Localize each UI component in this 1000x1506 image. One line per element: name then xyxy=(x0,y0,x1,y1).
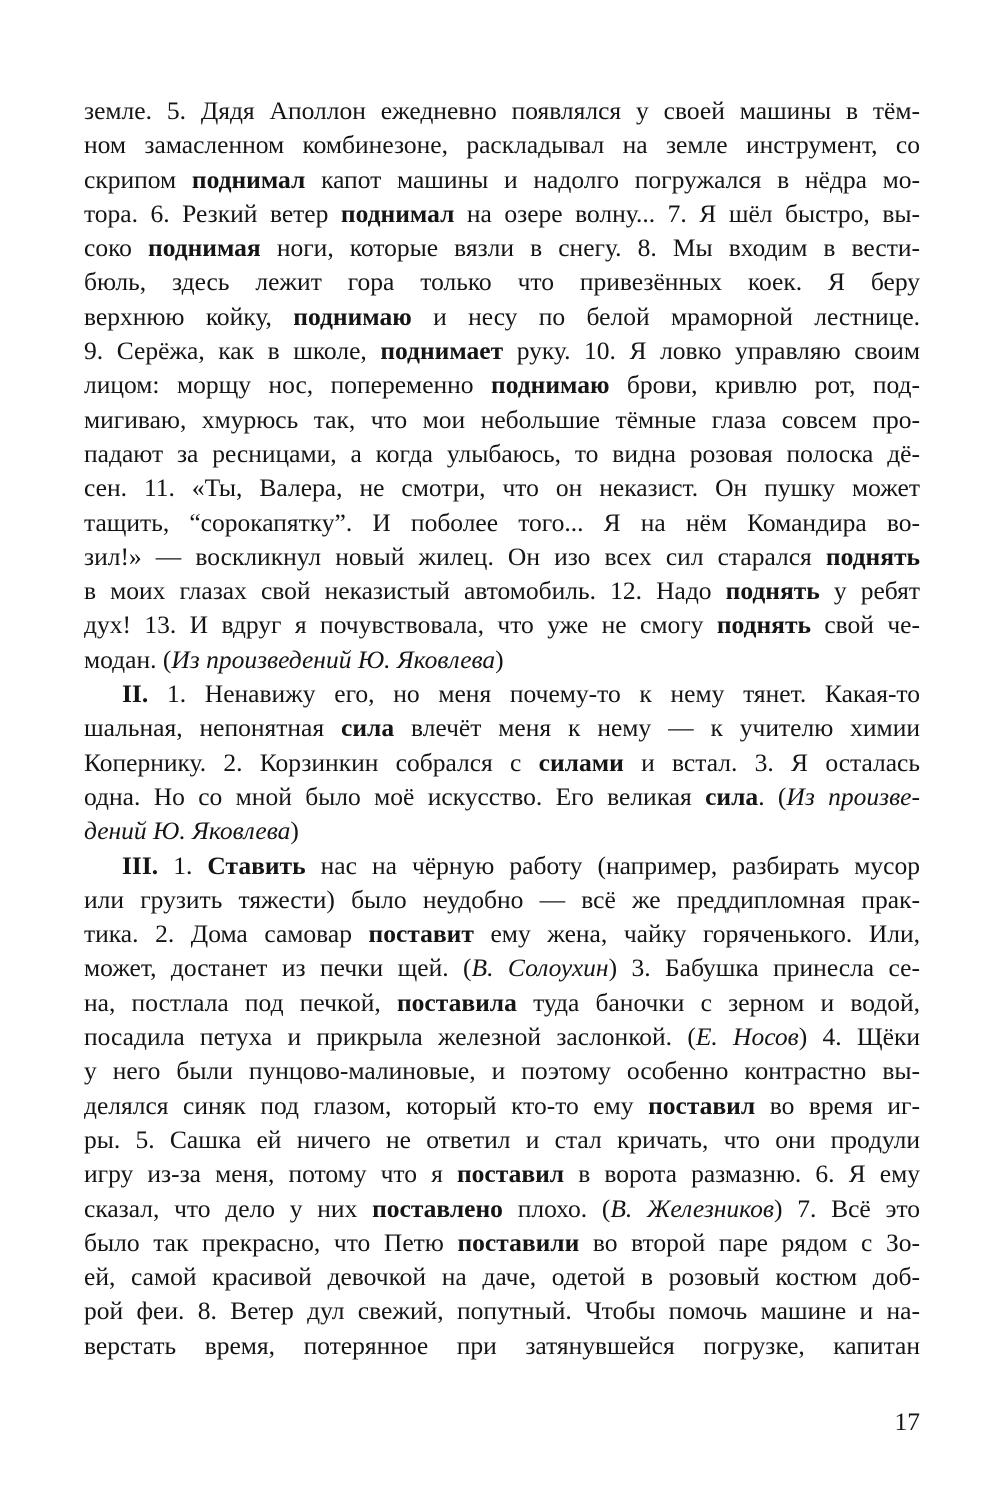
bold-keyword: Ставить xyxy=(207,850,306,880)
text-line xyxy=(84,403,920,437)
text-line xyxy=(84,917,920,951)
text-run: зил!» — воскликнул новый жилец. Он изо всех сил старался xyxy=(84,541,826,571)
text-run: игру из-за меня, потому что я xyxy=(84,1159,457,1189)
text-line xyxy=(84,94,920,128)
text-line xyxy=(84,437,920,471)
body-text xyxy=(84,94,920,1363)
text-run: посадила петуха и прикрыла железной заслонкой. ( xyxy=(84,1022,696,1052)
bold-keyword: поставила xyxy=(396,987,517,1017)
text-run: руку. 10. Я ловко управляю своим xyxy=(503,336,920,366)
bold-keyword: сила xyxy=(341,713,395,743)
italic-source: дений Ю. Яковлева xyxy=(84,816,291,846)
text-run: ном замасленном комбинезоне, раскладывал на земле инструмент, со xyxy=(84,130,920,160)
text-line xyxy=(84,746,920,780)
italic-source: В. Солоухин xyxy=(471,953,609,983)
text-line xyxy=(84,540,920,574)
text-line xyxy=(84,849,920,883)
text-line xyxy=(84,231,920,265)
text-run: скрипом xyxy=(84,164,192,194)
text-run: тащить, “сорокапятку”. И поболее того... Я на нём Командира во- xyxy=(84,507,920,537)
text-run: ей, самой красивой девочкой на даче, одетой в розовый костюм доб- xyxy=(84,1262,920,1292)
text-line xyxy=(84,506,920,540)
text-run: верхнюю койку, xyxy=(84,301,294,331)
text-line xyxy=(84,128,920,162)
text-line xyxy=(84,1192,920,1226)
text-run: земле. 5. Дядя Аполлон ежедневно появлялся у своей машины в тём- xyxy=(84,96,920,125)
text-run: 9. Серёжа, как в школе, xyxy=(84,336,381,366)
italic-source: Е. Носов xyxy=(695,1022,799,1052)
text-run: модан. ( xyxy=(84,644,172,674)
text-line xyxy=(84,265,920,299)
text-line xyxy=(84,300,920,334)
text-line xyxy=(84,883,920,917)
text-run: ему жена, чайку горяченького. Или, xyxy=(473,919,920,949)
text-run: во время иг- xyxy=(755,1090,921,1120)
text-run: ноги, которые вязли в снегу. 8. Мы входим в вести- xyxy=(260,233,920,263)
bold-keyword: поставил xyxy=(648,1090,756,1120)
bold-keyword: поставит xyxy=(368,919,474,949)
bold-keyword: поднимал xyxy=(340,198,455,228)
text-line xyxy=(84,986,920,1020)
text-run: у ребят xyxy=(819,576,920,606)
text-run: ) xyxy=(495,644,504,674)
paragraph-para-ii xyxy=(84,677,920,848)
text-line xyxy=(84,163,920,197)
text-run: ) 7. Всё это xyxy=(773,1193,920,1223)
text-line xyxy=(84,574,920,608)
text-line xyxy=(84,471,920,505)
text-run: одна. Но со мной было моё искусство. Его великая xyxy=(84,781,706,811)
text-run: влечёт меня к нему — к учителю химии xyxy=(394,713,920,743)
text-run: во второй паре рядом с Зо- xyxy=(579,1227,920,1257)
text-run: 1. xyxy=(158,850,208,880)
bold-keyword: III. xyxy=(122,850,159,880)
text-run: брови, кривлю рот, под- xyxy=(609,370,920,400)
text-run: Копернику. 2. Корзинкин собрался с xyxy=(84,747,539,777)
text-line xyxy=(84,1329,920,1363)
bold-keyword: поднимает xyxy=(380,336,504,366)
text-line xyxy=(84,780,920,814)
text-line xyxy=(84,1260,920,1294)
text-run: тика. 2. Дома самовар xyxy=(84,919,369,949)
text-run: 1. Ненавижу его, но меня почему-то к нему тянет. Какая-то xyxy=(148,679,920,709)
text-run: шальная, непонятная xyxy=(84,713,341,743)
text-run: и несу по белой мраморной лестнице. xyxy=(411,301,921,331)
text-run: делялся синяк под глазом, который кто-то ему xyxy=(84,1090,649,1120)
text-run: мигиваю, хмурюсь так, что мои небольшие тёмные глаза совсем про- xyxy=(84,404,920,434)
text-run: падают за ресницами, а когда улыбаюсь, то видна розовая полоска дё- xyxy=(84,438,920,468)
text-line xyxy=(84,1020,920,1054)
text-run: капот машины и надолго погружался в нёдра мо- xyxy=(305,164,920,194)
text-line xyxy=(84,1157,920,1191)
text-run: лицом: морщу нос, попеременно xyxy=(84,370,492,400)
text-run: или грузить тяжести) было неудобно — всё же преддипломная прак- xyxy=(84,884,920,914)
text-line xyxy=(84,951,920,985)
text-line xyxy=(84,368,920,402)
bold-keyword: поднимал xyxy=(191,164,306,194)
bold-keyword: II. xyxy=(122,679,149,709)
text-run: ) 4. Щёки xyxy=(798,1022,920,1052)
text-line xyxy=(84,197,920,231)
text-run: . ( xyxy=(758,781,787,811)
bold-keyword: поставлено xyxy=(372,1193,503,1223)
text-run: на, постлала под печкой, xyxy=(84,987,397,1017)
text-line xyxy=(84,1054,920,1088)
text-line xyxy=(84,814,920,848)
page-number: 17 xyxy=(894,1407,920,1436)
paragraph-para-iii xyxy=(84,849,920,1363)
text-run: рой феи. 8. Ветер дул свежий, попутный. Чтобы помочь машине и на- xyxy=(84,1296,920,1326)
text-run: может, достанет из печки щей. ( xyxy=(84,953,472,983)
text-run: ры. 5. Сашка ей ничего не ответил и стал кричать, что они продули xyxy=(84,1124,920,1154)
text-run: ) 3. Бабушка принесла се- xyxy=(608,953,920,983)
text-run: тора. 6. Резкий ветер xyxy=(84,198,341,228)
text-line xyxy=(84,711,920,745)
bold-keyword: поднять xyxy=(716,610,811,640)
text-line xyxy=(84,1089,920,1123)
italic-source: Из произве- xyxy=(786,781,920,811)
text-run: бюль, здесь лежит гора только что привезённых коек. Я беру xyxy=(84,267,920,297)
bold-keyword: поднять xyxy=(825,541,920,571)
text-run: сказал, что дело у них xyxy=(84,1193,373,1223)
text-run: сен. 11. «Ты, Валера, не смотри, что он неказист. Он пушку может xyxy=(84,473,920,503)
text-run: соко xyxy=(84,233,148,263)
text-line xyxy=(84,1226,920,1260)
bold-keyword: поднимаю xyxy=(491,370,610,400)
text-run: верстать время, потерянное при затянувшейся погрузке, капитан xyxy=(84,1330,920,1360)
bold-keyword: поставил xyxy=(456,1159,565,1189)
text-run: нас на чёрную работу (например, разбирать мусор xyxy=(305,850,921,880)
bold-keyword: силами xyxy=(538,747,624,777)
text-line xyxy=(84,677,920,711)
text-run: в моих глазах свой неказистый автомобиль. 12. Надо xyxy=(84,576,726,606)
text-run: у него были пунцово-малиновые, и поэтому особенно контрастно вы- xyxy=(84,1056,920,1086)
bold-keyword: поднять xyxy=(725,576,820,606)
bold-keyword: поднимаю xyxy=(293,301,412,331)
text-line xyxy=(84,643,920,677)
text-run: было так прекрасно, что Петю xyxy=(84,1227,458,1257)
text-run: и встал. 3. Я осталась xyxy=(623,747,921,777)
text-run: туда баночки с зерном и водой, xyxy=(516,987,920,1017)
text-line xyxy=(84,1294,920,1328)
italic-source: Из произведений Ю. Яковлева xyxy=(171,644,496,674)
text-run: дух! 13. И вдруг я почувствовала, что уже не смогу xyxy=(84,610,717,640)
text-run: на озере волну... 7. Я шёл быстро, вы- xyxy=(454,198,920,228)
bold-keyword: поставили xyxy=(457,1227,580,1257)
text-line xyxy=(84,334,920,368)
text-line xyxy=(84,608,920,642)
paragraph-para-i-continued xyxy=(84,94,920,677)
text-run: свой че- xyxy=(810,610,920,640)
bold-keyword: поднимая xyxy=(148,233,261,263)
text-run: плохо. ( xyxy=(502,1193,611,1223)
bold-keyword: сила xyxy=(705,781,759,811)
text-run: в ворота размазню. 6. Я ему xyxy=(564,1159,920,1189)
text-line xyxy=(84,1123,920,1157)
text-run: ) xyxy=(290,816,299,846)
italic-source: В. Железников xyxy=(610,1193,774,1223)
